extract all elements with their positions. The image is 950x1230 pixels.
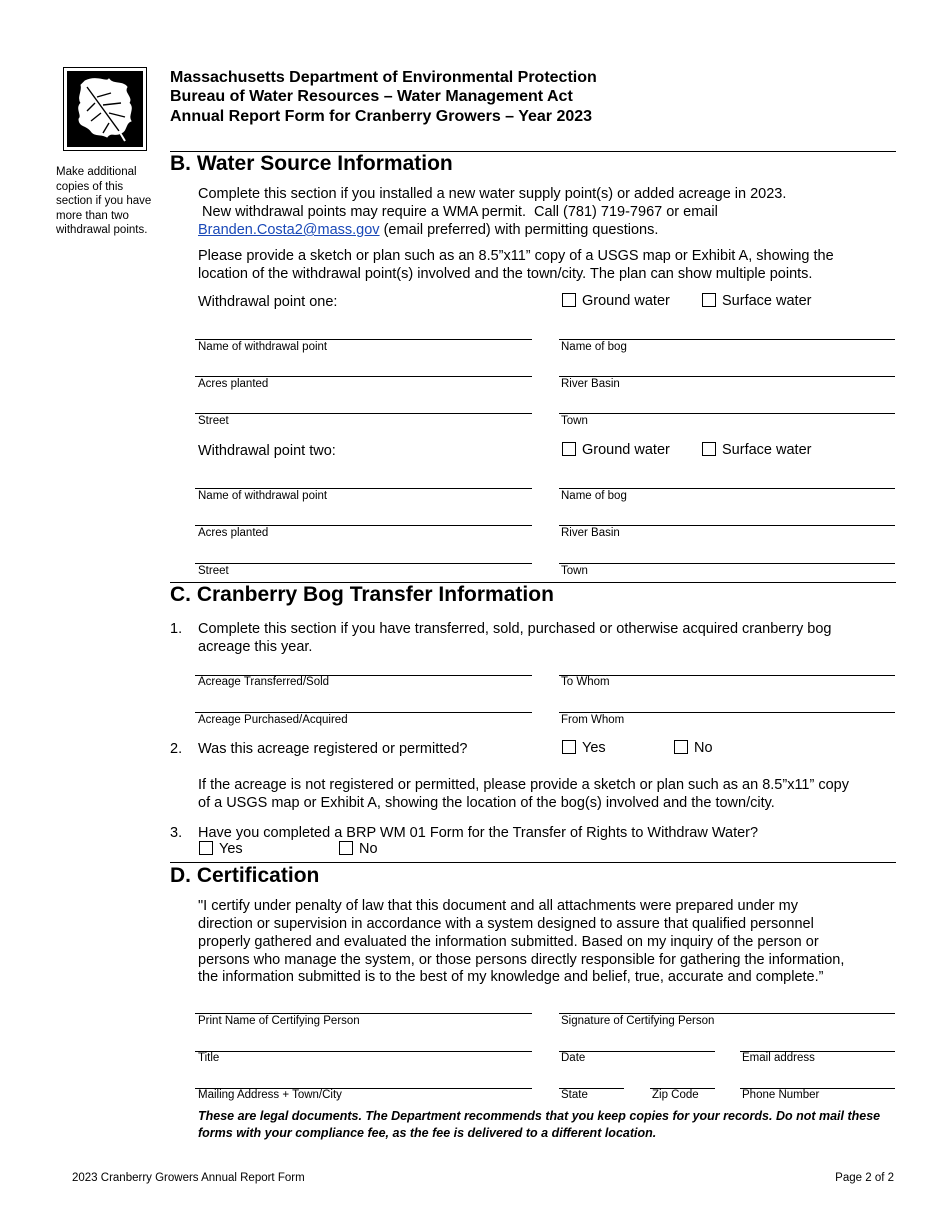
option-label: Yes xyxy=(582,740,606,756)
section-d-title: D. Certification xyxy=(170,864,320,887)
section-b-sketch-2: location of the withdrawal point(s) involved and the town/city. The plan can show multiple points. xyxy=(198,266,813,282)
field-label: Email address xyxy=(742,1052,815,1064)
field-label: Town xyxy=(561,415,588,427)
section-b-intro-1: Complete this section if you installed a new water supply point(s) or added acreage in 2023. xyxy=(198,186,787,202)
cert-text-1: "I certify under penalty of law that this document and all attachments were prepared under my xyxy=(198,898,798,914)
point-one-town-field[interactable] xyxy=(559,413,895,414)
field-label: Print Name of Certifying Person xyxy=(198,1015,360,1027)
field-label: Acreage Purchased/Acquired xyxy=(198,714,348,726)
checkbox[interactable] xyxy=(339,841,353,855)
field-label: Street xyxy=(198,565,229,577)
point-one-street-field[interactable] xyxy=(195,413,532,414)
option-label: No xyxy=(694,740,713,756)
field-label: Street xyxy=(198,415,229,427)
point-two-acres-field[interactable] xyxy=(195,525,532,526)
point-two-town-field[interactable] xyxy=(559,563,895,564)
field-label: Zip Code xyxy=(652,1089,699,1101)
header-line-1: Massachusetts Department of Environmental Protection xyxy=(170,69,597,86)
point-one-river-basin-field[interactable] xyxy=(559,376,895,377)
field-label: Name of bog xyxy=(561,490,627,502)
field-label: Acres planted xyxy=(198,527,269,539)
footer-page-number: Page 2 of 2 xyxy=(835,1172,894,1184)
q3-no-option[interactable] xyxy=(339,841,378,857)
field-label: Name of withdrawal point xyxy=(198,490,328,502)
email-link[interactable]: Branden.Costa2@mass.gov xyxy=(198,222,380,238)
point-two-name-field[interactable] xyxy=(195,488,532,489)
withdrawal-point-one-label: Withdrawal point one: xyxy=(198,294,338,310)
cert-text-3: properly gathered and evaluated the information submitted. Based on my inquiry of the person or xyxy=(198,934,819,950)
footer-form-name: 2023 Cranberry Growers Annual Report Form xyxy=(72,1172,305,1184)
q3-text: Have you completed a BRP WM 01 Form for the Transfer of Rights to Withdraw Water? xyxy=(198,825,759,841)
from-whom-field[interactable] xyxy=(559,712,895,713)
checkbox[interactable] xyxy=(562,740,576,754)
point-two-river-basin-field[interactable] xyxy=(559,525,895,526)
q2-text: Was this acreage registered or permitted? xyxy=(198,741,468,757)
header-line-3: Annual Report Form for Cranberry Growers – Year 2023 xyxy=(170,108,593,125)
checkbox[interactable] xyxy=(702,442,716,456)
field-label: Date xyxy=(561,1052,586,1064)
point-one-acres-field[interactable] xyxy=(195,376,532,377)
field-label: Acreage Transferred/Sold xyxy=(198,676,330,688)
point-two-ground-water-option[interactable] xyxy=(562,442,670,458)
q2-yes-option[interactable] xyxy=(562,740,606,756)
checkbox[interactable] xyxy=(562,442,576,456)
field-label: From Whom xyxy=(561,714,625,726)
cert-text-4: persons who manage the system, or those persons directly responsible for gathering the information, xyxy=(198,952,845,968)
print-name-field[interactable] xyxy=(195,1013,532,1014)
field-label: Phone Number xyxy=(742,1089,820,1101)
section-b-intro-2: New withdrawal points may require a WMA permit. Call (781) 719-7967 or email xyxy=(198,204,718,220)
field-label: Town xyxy=(561,565,588,577)
point-one-surface-water-option[interactable] xyxy=(702,293,811,309)
point-one-ground-water-option[interactable] xyxy=(562,293,670,309)
field-label: Signature of Certifying Person xyxy=(561,1015,715,1027)
acreage-purchased-field[interactable] xyxy=(195,712,532,713)
checkbox[interactable] xyxy=(199,841,213,855)
point-one-name-field[interactable] xyxy=(195,339,532,340)
q2-note-2: of a USGS map or Exhibit A, showing the location of the bog(s) involved and the town/city. xyxy=(198,795,775,811)
point-two-surface-water-option[interactable] xyxy=(702,442,811,458)
section-b-title: B. Water Source Information xyxy=(170,152,453,175)
option-label: Ground water xyxy=(582,442,670,458)
q2-no-option[interactable] xyxy=(674,740,713,756)
option-label: No xyxy=(359,841,378,857)
section-b-intro-3 xyxy=(198,221,658,239)
q2-note-1: If the acreage is not registered or permitted, please provide a sketch or plan such as an 8.5”x11” copy xyxy=(198,777,849,793)
section-c-title: C. Cranberry Bog Transfer Information xyxy=(170,583,554,606)
q2-number: 2. xyxy=(170,741,183,757)
sidebar-note: Make additional copies of this section if you have more than two withdrawal points. xyxy=(56,166,152,236)
withdrawal-point-two-label: Withdrawal point two: xyxy=(198,443,336,459)
q3-yes-option[interactable] xyxy=(199,841,243,857)
option-label: Surface water xyxy=(722,442,812,458)
field-label: River Basin xyxy=(561,378,620,390)
q1-text-2: acreage this year. xyxy=(198,639,313,655)
point-two-street-field[interactable] xyxy=(195,563,532,564)
oak-leaf-icon xyxy=(67,71,143,147)
field-label: Acres planted xyxy=(198,378,269,390)
q3-number: 3. xyxy=(170,825,183,841)
cert-text-2: direction or supervision in accordance with a system designed to assure that qualified personnel xyxy=(198,916,814,932)
point-two-bog-field[interactable] xyxy=(559,488,895,489)
field-label: Title xyxy=(198,1052,220,1064)
legal-note: These are legal documents. The Department recommends that you keep copies for your records. Do not mail these forms with your compliance fee, as the fee is delivered to a different location. xyxy=(198,1109,881,1140)
section-d-rule xyxy=(170,862,896,863)
option-label: Ground water xyxy=(582,293,670,309)
option-label: Surface water xyxy=(722,293,812,309)
field-label: Name of bog xyxy=(561,341,627,353)
field-label: Mailing Address + Town/City xyxy=(198,1089,342,1101)
q1-text-1: Complete this section if you have transferred, sold, purchased or otherwise acquired cranberry bog xyxy=(198,621,832,637)
signature-field[interactable] xyxy=(559,1013,895,1014)
title-field[interactable] xyxy=(195,1051,532,1052)
header-line-2: Bureau of Water Resources – Water Management Act xyxy=(170,88,573,105)
checkbox[interactable] xyxy=(674,740,688,754)
field-label: To Whom xyxy=(561,676,610,688)
field-label: State xyxy=(561,1089,588,1101)
section-b-sketch-1: Please provide a sketch or plan such as an 8.5”x11” copy of a USGS map or Exhibit A, showing the xyxy=(198,248,834,264)
field-label: River Basin xyxy=(561,527,620,539)
cert-text-5: the information submitted is to the best of my knowledge and belief, true, accurate and complete.” xyxy=(198,969,824,985)
point-one-bog-field[interactable] xyxy=(559,339,895,340)
q1-number: 1. xyxy=(170,621,183,637)
section-b-intro-3-rest: (email preferred) with permitting questions. xyxy=(379,222,659,238)
field-label: Name of withdrawal point xyxy=(198,341,328,353)
checkbox[interactable] xyxy=(702,293,716,307)
checkbox[interactable] xyxy=(562,293,576,307)
option-label: Yes xyxy=(219,841,243,857)
massdep-oak-leaf-logo xyxy=(63,67,147,151)
